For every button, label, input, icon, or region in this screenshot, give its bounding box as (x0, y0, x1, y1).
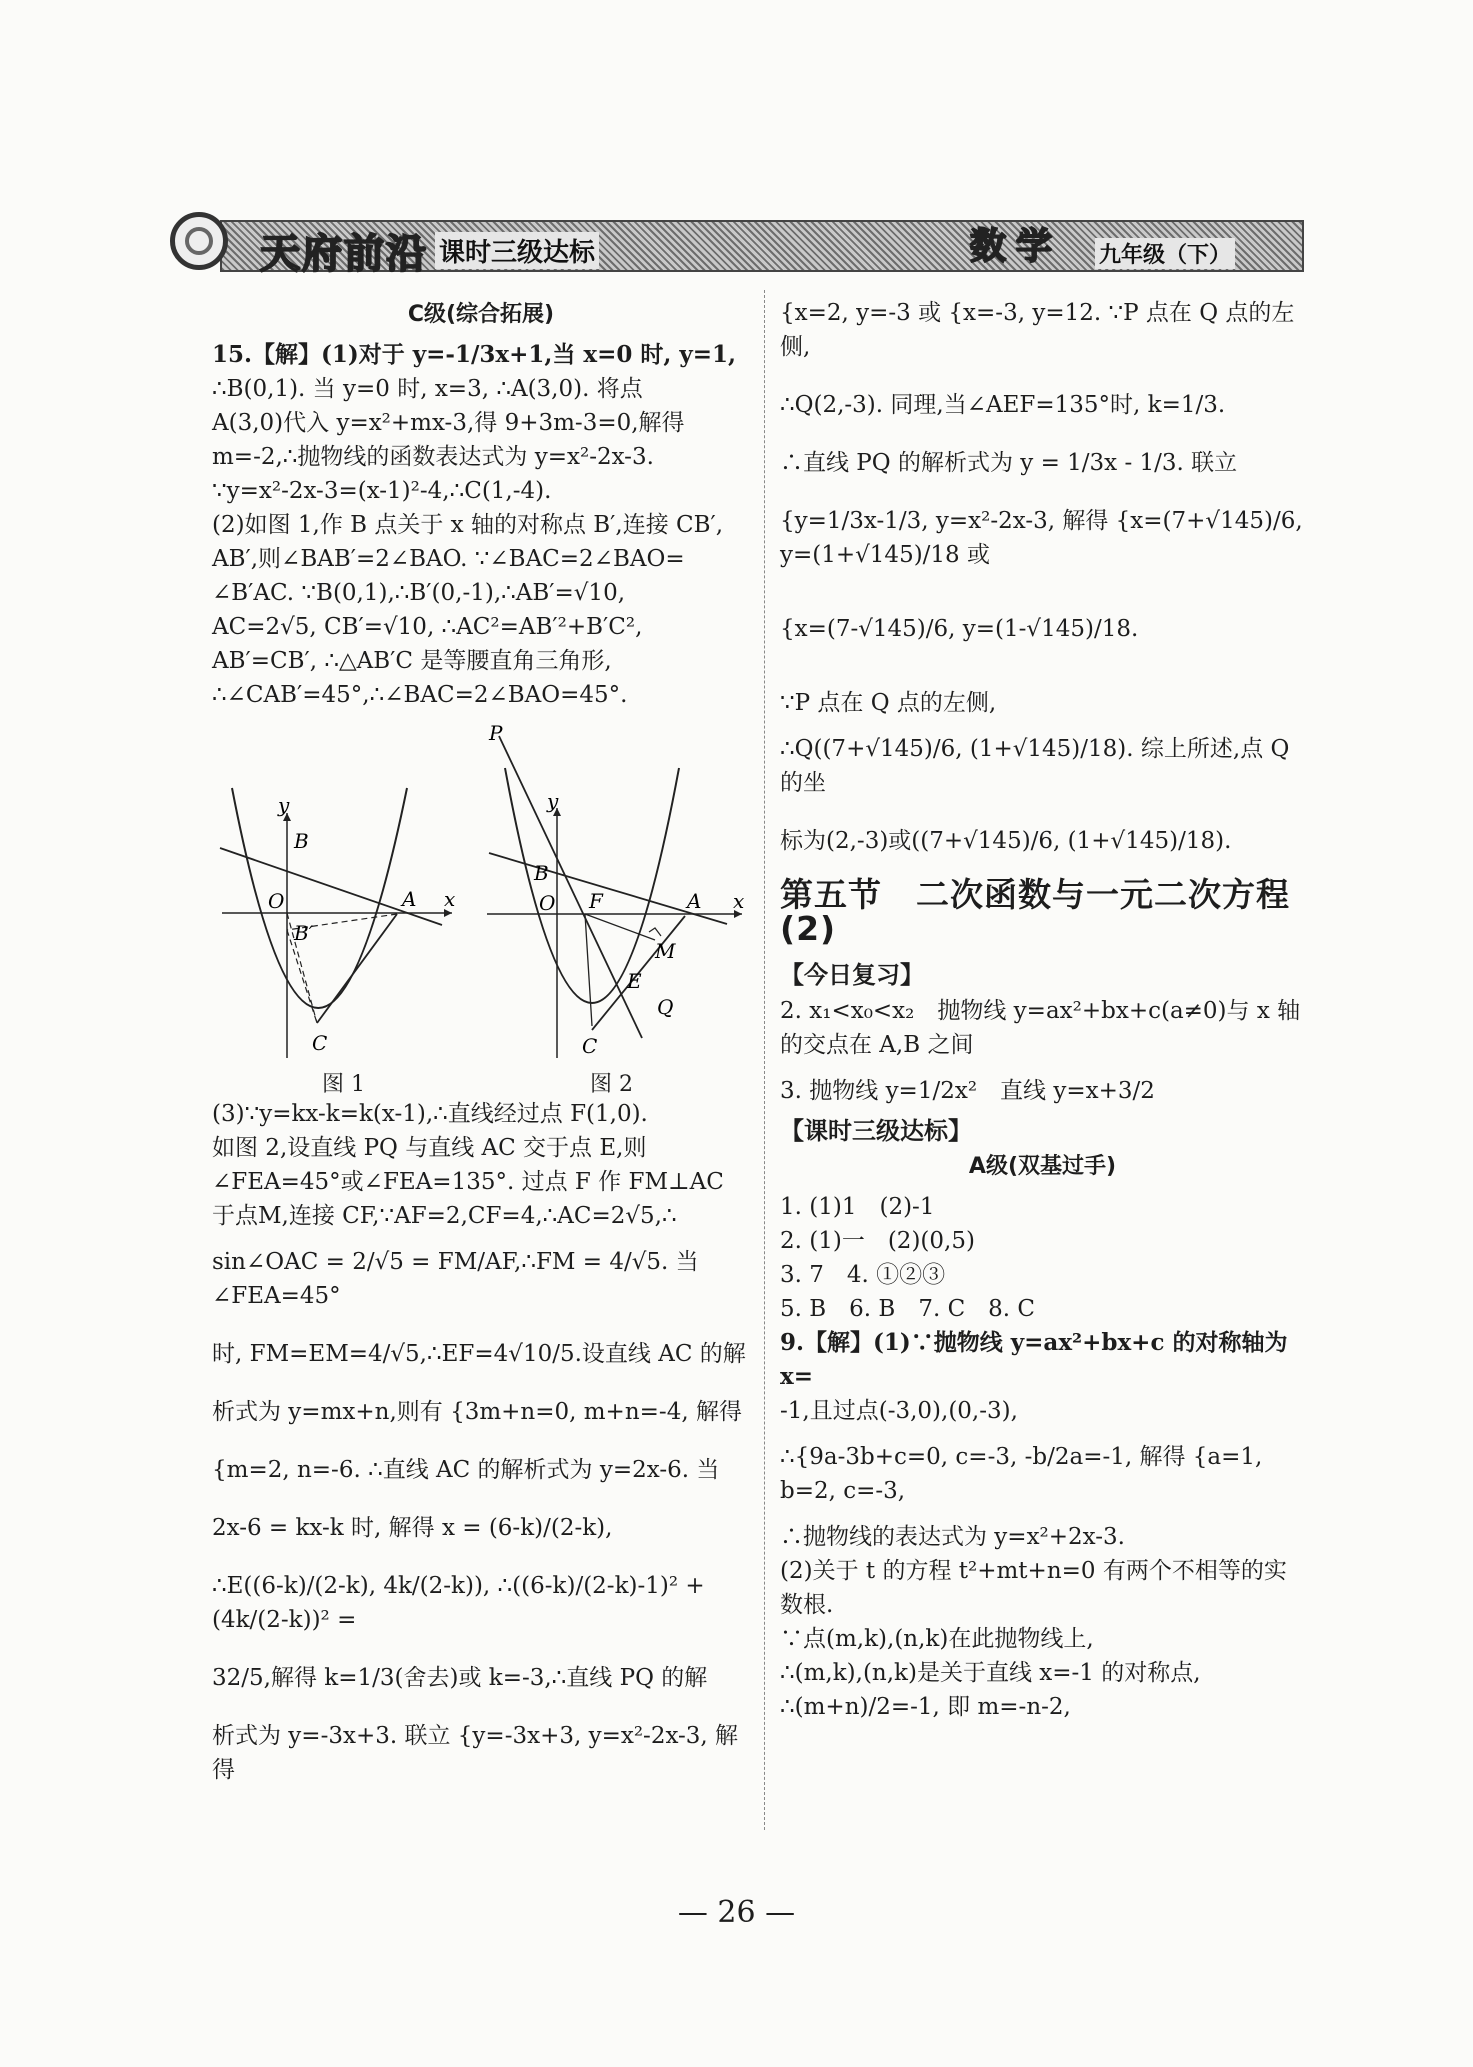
subject-title: 数学 (970, 226, 1063, 267)
figure-1-caption: 图 1 (322, 1072, 365, 1097)
answer-line-3: 3. 7 4. ①②③ (780, 1262, 946, 1288)
figures (212, 718, 750, 1097)
figure-2 (477, 718, 747, 1063)
problem-15-line-7: AB′,则∠BAB′=2∠BAO. ∵∠BAC=2∠BAO= (212, 546, 685, 572)
answer-line-10: 数根. (780, 1592, 834, 1618)
answer-line-11: ∵点(m,k),(n,k)在此抛物线上, (780, 1626, 1094, 1652)
fig2-label-e: E (627, 969, 642, 993)
fig1-label-o: O (268, 889, 285, 913)
answer-line-13: ∴(m+n)/2=-1, 即 m=-n-2, (780, 1694, 1071, 1720)
answer-line-5: 9.【解】(1)∵抛物线 y=ax²+bx+c 的对称轴为 x= (780, 1329, 1288, 1390)
fig1-parabola (232, 788, 407, 1008)
problem-15-line-2: ∴B(0,1). 当 y=0 时, x=3, ∴A(3,0). 将点 (212, 376, 643, 402)
solution-line-8: 标为(2,-3)或((7+√145)/6, (1+√145)/18). (780, 828, 1232, 854)
brand-subtitle: 课时三级达标 (435, 232, 599, 269)
problem-15-line-10: AB′=CB′, ∴△AB′C 是等腰直角三角形, (212, 648, 612, 674)
left-column (212, 296, 750, 1787)
fig2-label-m: M (655, 939, 676, 963)
problem-15-part3-line-6: 时, FM=EM=4/√5,∴EF=4√10/5.设直线 AC 的解 (212, 1341, 746, 1367)
review-line-1: 2. x₁<x₀<x₂ 抛物线 y=ax²+bx+c(a≠0)与 x 轴 (780, 998, 1301, 1024)
problem-15-line-3: A(3,0)代入 y=x²+mx-3,得 9+3m-3=0,解得 (212, 410, 685, 436)
level-a-heading: A级(双基过手) (968, 1154, 1117, 1179)
fig2-label-c: C (582, 1034, 598, 1058)
column-divider (764, 290, 765, 1830)
fig2-label-a: A (687, 889, 702, 913)
fig1-label-a: A (402, 887, 417, 911)
fig1-label-b: B (294, 829, 309, 853)
problem-15-part3-line-12: 析式为 y=-3x+3. 联立 {y=-3x+3, y=x²-2x-3, 解得 (212, 1723, 739, 1783)
problem-15-line-9: AC=2√5, CB′=√10, ∴AC²=AB′²+B′C², (212, 614, 643, 640)
problem-15-line-1: 15.【解】(1)对于 y=-1/3x+1,当 x=0 时, y=1, (212, 341, 737, 368)
problem-15-line-11: ∴∠CAB′=45°,∴∠BAC=2∠BAO=45°. (212, 682, 628, 708)
answer-line-1: 1. (1)1 (2)-1 (780, 1194, 935, 1220)
solution-line-5: {x=(7-√145)/6, y=(1-√145)/18. (780, 616, 1139, 642)
answer-line-6: -1,且过点(-3,0),(0,-3), (780, 1398, 1018, 1424)
fig2-label-b: B (534, 861, 549, 885)
answer-line-8: ∴抛物线的表达式为 y=x²+2x-3. (780, 1524, 1125, 1550)
page-number: — 26 — (677, 1895, 796, 1930)
solution-line-2: ∴Q(2,-3). 同理,当∠AEF=135°时, k=1/3. (780, 392, 1226, 418)
review-heading: 【今日复习】 (780, 961, 924, 989)
answer-line-2: 2. (1)一 (2)(0,5) (780, 1228, 975, 1254)
level-c-heading: C级(综合拓展) (407, 302, 555, 327)
review-line-2: 的交点在 A,B 之间 (780, 1032, 974, 1058)
review-line-3: 3. 抛物线 y=1/2x² 直线 y=x+3/2 (780, 1078, 1155, 1104)
fig2-label-f: F (589, 889, 603, 913)
answer-line-9: (2)关于 t 的方程 t²+mt+n=0 有两个不相等的实 (780, 1558, 1287, 1584)
problem-15-part3-line-2: 如图 2,设直线 PQ 与直线 AC 交于点 E,则 (212, 1135, 647, 1161)
problem-15-part3-line-3: ∠FEA=45°或∠FEA=135°. 过点 F 作 FM⊥AC (212, 1169, 724, 1195)
figure-1 (212, 718, 462, 1063)
fig1-label-c: C (312, 1031, 328, 1055)
problem-15-line-6: (2)如图 1,作 B 点关于 x 轴的对称点 B′,连接 CB′, (212, 512, 724, 538)
fig2-label-x: x (733, 889, 745, 913)
fig1-line-ac (317, 914, 397, 1023)
section-title: 第五节 二次函数与一元二次方程(2) (780, 875, 1290, 948)
solution-line-4: {y=1/3x-1/3, y=x²-2x-3, 解得 {x=(7+√145)/6, y=(1+√145)/18 或 (780, 508, 1303, 568)
solution-line-7: ∴Q((7+√145)/6, (1+√145)/18). 综上所述,点 Q 的坐 (780, 736, 1290, 796)
problem-15-part3-line-4: 于点M,连接 CF,∵AF=2,CF=4,∴AC=2√5,∴ (212, 1203, 677, 1229)
grade-label: 九年级（下） (1095, 238, 1235, 269)
figure-2-caption: 图 2 (590, 1072, 633, 1097)
answer-line-4: 5. B 6. B 7. C 8. C (780, 1296, 1036, 1322)
fig1-label-y: y (278, 793, 290, 817)
right-column (780, 296, 1305, 1724)
problem-15-line-4: m=-2,∴抛物线的函数表达式为 y=x²-2x-3. (212, 444, 654, 470)
problem-15-line-5: ∵y=x²-2x-3=(x-1)²-4,∴C(1,-4). (212, 478, 552, 504)
brand-logo-icon (170, 212, 228, 270)
problem-15-part3-line-9: 2x-6 = kx-k 时, 解得 x = (6-k)/(2-k), (212, 1515, 613, 1541)
levels-heading: 【课时三级达标】 (780, 1117, 972, 1145)
page-header (170, 212, 1300, 277)
fig1-label-bp: B′ (294, 921, 314, 945)
fig2-label-p: P (489, 721, 503, 745)
fig2-line-pq (499, 736, 642, 1038)
brand-title: 天府前沿 (260, 231, 428, 277)
answer-line-12: ∴(m,k),(n,k)是关于直线 x=-1 的对称点, (780, 1660, 1201, 1686)
solution-line-1: {x=2, y=-3 或 {x=-3, y=12. ∵P 点在 Q 点的左侧, (780, 300, 1295, 360)
problem-15-line-8: ∠B′AC. ∵B(0,1),∴B′(0,-1),∴AB′=√10, (212, 580, 626, 606)
problem-15-part3-line-8: {m=2, n=-6. ∴直线 AC 的解析式为 y=2x-6. 当 (212, 1457, 720, 1483)
fig2-label-y: y (547, 789, 559, 813)
problem-15-part3-line-5: sin∠OAC = 2/√5 = FM/AF,∴FM = 4/√5. 当∠FEA=45° (212, 1249, 699, 1309)
problem-15-part3-line-10: ∴E((6-k)/(2-k), 4k/(2-k)), ∴((6-k)/(2-k)-1)² + (4k/(2-k))² = (212, 1573, 705, 1633)
solution-line-6: ∵P 点在 Q 点的左侧, (780, 690, 997, 716)
problem-15-part3-line-7: 析式为 y=mx+n,则有 {3m+n=0, m+n=-4, 解得 (212, 1399, 742, 1425)
solution-line-3: ∴直线 PQ 的解析式为 y = 1/3x - 1/3. 联立 (780, 450, 1238, 476)
problem-15-part3-line-11: 32/5,解得 k=1/3(舍去)或 k=-3,∴直线 PQ 的解 (212, 1665, 708, 1691)
fig2-label-q: Q (657, 995, 674, 1019)
fig2-label-o: O (539, 891, 556, 915)
fig1-label-x: x (444, 887, 456, 911)
problem-15-part3-line-1: (3)∵y=kx-k=k(x-1),∴直线经过点 F(1,0). (212, 1101, 648, 1127)
answer-line-7: ∴{9a-3b+c=0, c=-3, -b/2a=-1, 解得 {a=1, b=2, c=-3, (780, 1444, 1263, 1504)
